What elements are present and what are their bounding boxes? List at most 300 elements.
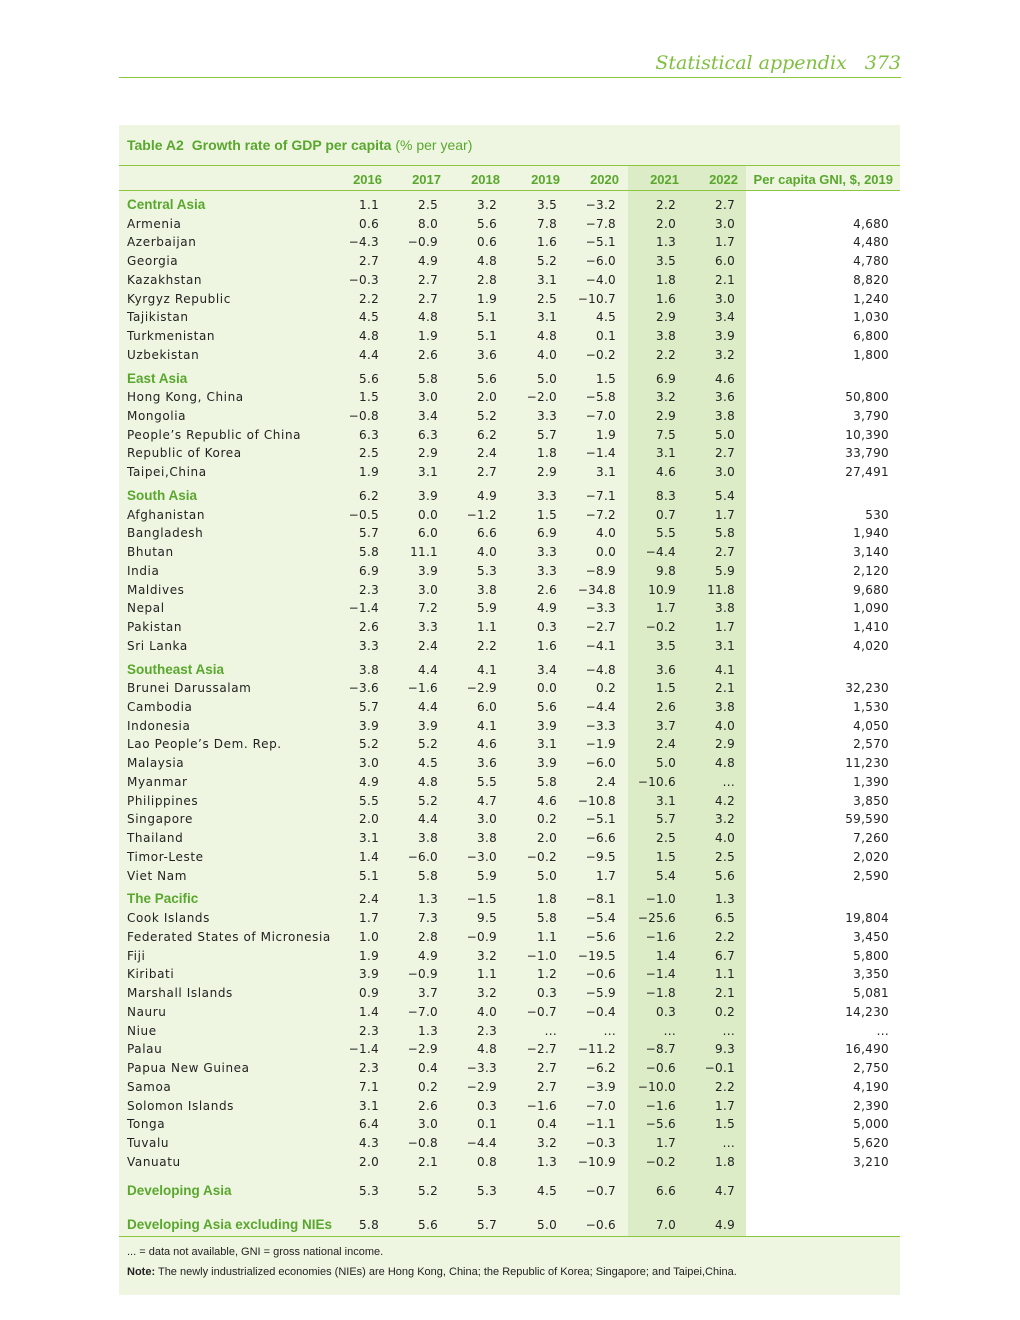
value-2019: 3.9 xyxy=(537,718,557,733)
value-2021: 9.8 xyxy=(656,563,676,578)
value-2022: ... xyxy=(722,774,735,789)
region-row xyxy=(119,890,900,908)
value-2021: 3.7 xyxy=(656,718,676,733)
value-2016: −0.8 xyxy=(348,408,379,423)
value-2017: 6.0 xyxy=(418,526,438,541)
economy-name: India xyxy=(127,563,160,578)
value-2022: 3.1 xyxy=(715,638,735,653)
economy-name: Tonga xyxy=(127,1117,166,1132)
value-2022: 4.9 xyxy=(715,1218,735,1233)
value-2016: 1.4 xyxy=(359,1004,379,1019)
table-row xyxy=(119,717,900,735)
value-2021: 7.5 xyxy=(656,427,676,442)
value-2022: 5.6 xyxy=(715,868,735,883)
value-2018: −2.9 xyxy=(466,681,497,696)
value-2022: 1.7 xyxy=(715,1098,735,1113)
value-2019: −0.2 xyxy=(526,849,557,864)
value-gni: 8,820 xyxy=(853,272,889,287)
value-2022: ... xyxy=(722,1136,735,1150)
economy-name: Cook Islands xyxy=(127,911,210,925)
value-2016: 6.9 xyxy=(359,563,379,578)
value-2022: 3.0 xyxy=(715,291,735,306)
value-2018: 4.1 xyxy=(477,718,497,733)
value-2021: −10.0 xyxy=(637,1079,676,1094)
economy-name: Brunei Darussalam xyxy=(127,681,252,696)
value-gni: 2,570 xyxy=(853,737,889,752)
value-2016: 4.8 xyxy=(359,329,379,344)
value-2016: 5.6 xyxy=(359,371,379,386)
value-2021: 2.6 xyxy=(656,699,676,714)
value-gni: 4,480 xyxy=(853,235,889,250)
value-gni: 3,450 xyxy=(853,929,889,944)
value-2020: −6.0 xyxy=(585,254,616,269)
value-2017: −1.6 xyxy=(407,681,438,696)
value-gni: 4,680 xyxy=(853,216,889,231)
value-2020: −0.6 xyxy=(585,1218,616,1233)
col-header-2022: 2022 xyxy=(709,172,738,187)
value-2022: 1.8 xyxy=(715,1154,735,1169)
value-2019: 3.1 xyxy=(537,310,557,325)
value-2016: 5.3 xyxy=(359,1183,379,1198)
value-2020: −0.6 xyxy=(585,967,616,982)
value-2018: 5.5 xyxy=(477,774,497,789)
value-2017: 3.0 xyxy=(418,582,438,597)
value-2022: 1.7 xyxy=(715,620,735,635)
rule-header xyxy=(119,190,900,191)
value-2021: 2.9 xyxy=(656,408,676,423)
value-2022: 5.0 xyxy=(715,427,735,442)
value-2016: 3.9 xyxy=(359,718,379,733)
value-2017: 2.6 xyxy=(418,347,438,362)
table-title-label: Table A2 xyxy=(127,137,184,153)
value-2021: 1.8 xyxy=(656,272,676,287)
value-2016: 3.8 xyxy=(359,662,379,677)
economy-name: Pakistan xyxy=(127,620,183,635)
value-2022: 1.7 xyxy=(715,507,735,522)
table-row xyxy=(119,524,900,542)
value-gni: 1,090 xyxy=(853,601,889,616)
value-2019: 0.4 xyxy=(537,1117,557,1132)
value-gni: 2,020 xyxy=(853,849,889,864)
value-2018: 3.2 xyxy=(477,948,497,963)
region-row xyxy=(119,661,900,679)
value-2022: 1.5 xyxy=(715,1117,735,1132)
value-2018: 2.0 xyxy=(477,390,497,405)
table-row xyxy=(119,308,900,326)
economy-name: Uzbekistan xyxy=(127,347,200,362)
value-2021: −1.0 xyxy=(645,892,676,907)
value-2019: 5.0 xyxy=(537,1218,557,1233)
table-row xyxy=(119,599,900,617)
value-2021: 3.2 xyxy=(656,390,676,405)
economy-name: Nepal xyxy=(127,601,165,616)
value-2021: −1.6 xyxy=(645,1098,676,1113)
economy-name: Federated States of Micronesia xyxy=(127,929,331,944)
economy-name: Thailand xyxy=(127,831,184,846)
value-2021: 1.7 xyxy=(656,1136,676,1150)
value-2022: 4.1 xyxy=(715,662,735,677)
value-2016: 5.2 xyxy=(359,737,379,752)
value-2022: 3.0 xyxy=(715,216,735,231)
value-2022: −0.1 xyxy=(704,1061,735,1075)
page-number: 373 xyxy=(864,52,901,74)
value-2021: 0.3 xyxy=(656,1004,676,1019)
value-2019: 3.3 xyxy=(537,408,557,423)
value-2017: 1.3 xyxy=(418,892,438,907)
value-2016: 5.5 xyxy=(359,793,379,808)
table-row xyxy=(119,810,900,828)
value-2018: −1.2 xyxy=(466,507,497,522)
value-2016: 2.0 xyxy=(359,812,379,827)
value-2021: 3.1 xyxy=(656,446,676,461)
value-gni xyxy=(769,890,889,908)
economy-name: People’s Republic of China xyxy=(127,427,302,442)
economy-name: Republic of Korea xyxy=(127,446,242,461)
value-2017: −7.0 xyxy=(407,1004,438,1019)
value-2021: 10.9 xyxy=(648,582,676,597)
value-2021: 3.6 xyxy=(656,662,676,677)
value-2021: 2.5 xyxy=(656,831,676,846)
value-2016: 0.9 xyxy=(359,986,379,1000)
value-2019: 3.1 xyxy=(537,272,557,287)
value-2022: 3.4 xyxy=(715,310,735,325)
value-2018: 2.2 xyxy=(477,638,497,653)
region-row xyxy=(119,1216,900,1234)
value-gni: 14,230 xyxy=(845,1004,889,1019)
value-2017: 4.5 xyxy=(418,756,438,771)
value-2016: 3.9 xyxy=(359,967,379,982)
value-2022: 2.1 xyxy=(715,986,735,1000)
value-2016: −4.3 xyxy=(348,235,379,250)
value-2019: 3.9 xyxy=(537,756,557,771)
value-2017: 5.2 xyxy=(418,793,438,808)
value-2017: 3.8 xyxy=(418,831,438,846)
value-2019: 3.3 xyxy=(537,563,557,578)
value-2019: 1.8 xyxy=(537,892,557,907)
value-2022: 0.2 xyxy=(715,1004,735,1019)
value-2021: −0.2 xyxy=(645,620,676,635)
region-name: Southeast Asia xyxy=(127,661,225,677)
value-2019: 2.0 xyxy=(537,831,557,846)
table-row xyxy=(119,562,900,580)
value-2017: 2.6 xyxy=(418,1098,438,1113)
economy-name: Viet Nam xyxy=(127,868,188,883)
value-2021: 3.8 xyxy=(656,329,676,344)
value-gni: 59,590 xyxy=(845,812,889,827)
value-gni: 2,390 xyxy=(853,1098,889,1113)
economy-name: Philippines xyxy=(127,793,199,808)
value-2020: −1.1 xyxy=(585,1117,616,1132)
value-2020: −6.0 xyxy=(585,756,616,771)
value-2021: 2.2 xyxy=(656,347,676,362)
region-name: Developing Asia excluding NIEs xyxy=(127,1217,333,1233)
footnote-abbrev: ... = data not available, GNI = gross national income. xyxy=(127,1246,384,1258)
value-2018: 0.1 xyxy=(477,1117,497,1132)
value-2016: 4.5 xyxy=(359,310,379,325)
value-2017: 5.6 xyxy=(418,1218,438,1233)
value-2016: 1.7 xyxy=(359,911,379,925)
col-header-2016: 2016 xyxy=(353,172,382,187)
value-2021: 2.2 xyxy=(656,198,676,212)
region-name: The Pacific xyxy=(127,891,199,907)
value-gni: 2,590 xyxy=(853,868,889,883)
value-2020: 1.5 xyxy=(596,371,616,386)
value-gni: 5,081 xyxy=(853,986,889,1000)
value-2021: −0.2 xyxy=(645,1154,676,1169)
value-2016: −3.6 xyxy=(348,681,379,696)
value-gni: 19,804 xyxy=(845,911,889,925)
value-2021: 2.4 xyxy=(656,737,676,752)
region-row xyxy=(119,1182,900,1200)
value-2021: 3.5 xyxy=(656,254,676,269)
value-gni: 10,390 xyxy=(845,427,889,442)
col-header-2020: 2020 xyxy=(590,172,619,187)
value-2020: −1.9 xyxy=(585,737,616,752)
footnote-note-text: The newly industrialized economies (NIEs) are Hong Kong, China; the Republic of Korea; Singapore; and Taipei,China. xyxy=(157,1266,737,1278)
value-2018: 0.6 xyxy=(477,235,497,250)
economy-name: Tajikistan xyxy=(127,310,189,325)
value-2019: 3.3 xyxy=(537,545,557,560)
value-2020: 4.5 xyxy=(596,310,616,325)
value-2022: 3.8 xyxy=(715,699,735,714)
value-2020: 3.1 xyxy=(596,465,616,480)
value-2018: 3.2 xyxy=(477,986,497,1000)
table-row xyxy=(119,965,900,983)
value-2016: −1.4 xyxy=(348,1042,379,1057)
value-2020: −2.7 xyxy=(585,620,616,635)
value-2018: 4.7 xyxy=(477,793,497,808)
value-2021: ... xyxy=(663,1023,676,1038)
value-2019: 2.9 xyxy=(537,465,557,480)
economy-name: Indonesia xyxy=(127,718,191,733)
value-2020: −7.0 xyxy=(585,408,616,423)
value-2022: 6.7 xyxy=(715,948,735,963)
value-2019: −0.7 xyxy=(526,1004,557,1019)
value-gni: 32,230 xyxy=(845,681,889,696)
value-2019: 3.3 xyxy=(537,488,557,503)
value-2018: 5.9 xyxy=(477,601,497,616)
value-2022: 11.8 xyxy=(707,582,735,597)
value-2021: −4.4 xyxy=(645,545,676,560)
value-gni: 1,240 xyxy=(853,291,889,306)
value-2017: 2.1 xyxy=(418,1154,438,1169)
value-2019: 0.3 xyxy=(537,986,557,1000)
value-2018: 5.3 xyxy=(477,563,497,578)
value-2019: −2.0 xyxy=(526,390,557,405)
table-row xyxy=(119,463,900,481)
value-2018: 3.8 xyxy=(477,831,497,846)
value-2019: 2.7 xyxy=(537,1061,557,1075)
value-gni: 2,120 xyxy=(853,563,889,578)
table-row xyxy=(119,581,900,599)
value-2021: 3.1 xyxy=(656,793,676,808)
value-2017: 2.7 xyxy=(418,272,438,287)
value-2018: 5.3 xyxy=(477,1183,497,1198)
value-2018: 4.6 xyxy=(477,737,497,752)
value-2018: 2.3 xyxy=(477,1023,497,1038)
value-2019: −1.0 xyxy=(526,948,557,963)
value-2017: 5.8 xyxy=(418,371,438,386)
value-2022: 5.4 xyxy=(715,488,735,503)
value-2016: 2.4 xyxy=(359,892,379,907)
value-gni: 4,050 xyxy=(853,718,889,733)
value-2022: 6.0 xyxy=(715,254,735,269)
value-2018: 2.8 xyxy=(477,272,497,287)
value-2018: 3.0 xyxy=(477,812,497,827)
table-title-unit: (% per year) xyxy=(395,137,473,153)
value-2020: −5.9 xyxy=(585,986,616,1000)
value-2021: −1.6 xyxy=(645,929,676,944)
table-row xyxy=(119,754,900,772)
table-row xyxy=(119,928,900,946)
economy-name: Papua New Guinea xyxy=(127,1061,250,1075)
value-2016: 2.2 xyxy=(359,291,379,306)
value-2020: −10.7 xyxy=(577,291,616,306)
value-2019: −2.7 xyxy=(526,1042,557,1057)
section-title: Statistical appendix xyxy=(655,52,847,74)
table-row xyxy=(119,909,900,927)
value-2016: −1.4 xyxy=(348,601,379,616)
value-2018: 5.6 xyxy=(477,371,497,386)
value-2018: 4.0 xyxy=(477,545,497,560)
table-row xyxy=(119,388,900,406)
economy-name: Tuvalu xyxy=(127,1136,170,1150)
table-row xyxy=(119,984,900,1002)
value-2020: −7.2 xyxy=(585,507,616,522)
value-2019: 5.0 xyxy=(537,371,557,386)
value-2017: 1.3 xyxy=(418,1023,438,1038)
value-2017: 3.1 xyxy=(418,465,438,480)
table-row xyxy=(119,698,900,716)
value-2017: 7.2 xyxy=(418,601,438,616)
value-2020: −0.2 xyxy=(585,347,616,362)
economy-name: Turkmenistan xyxy=(127,329,216,344)
value-2019: 1.5 xyxy=(537,507,557,522)
table-row xyxy=(119,618,900,636)
value-2016: −0.3 xyxy=(348,272,379,287)
table-row xyxy=(119,1097,900,1115)
value-2020: −4.0 xyxy=(585,272,616,287)
value-gni: 5,800 xyxy=(853,948,889,963)
table-row xyxy=(119,407,900,425)
economy-name: Bhutan xyxy=(127,545,174,560)
value-2020: −10.8 xyxy=(577,793,616,808)
value-2016: 1.9 xyxy=(359,948,379,963)
value-2016: 5.8 xyxy=(359,1218,379,1233)
value-2019: 5.2 xyxy=(537,254,557,269)
value-2019: 3.4 xyxy=(537,662,557,677)
table-row xyxy=(119,1115,900,1133)
value-2019: 1.6 xyxy=(537,638,557,653)
value-2016: 2.3 xyxy=(359,582,379,597)
value-2021: 5.5 xyxy=(656,526,676,541)
value-2017: 5.2 xyxy=(418,1183,438,1198)
value-2018: −0.9 xyxy=(466,929,497,944)
value-2020: −8.1 xyxy=(585,892,616,907)
value-2017: 3.4 xyxy=(418,408,438,423)
value-2017: 3.9 xyxy=(418,488,438,503)
value-2021: 1.3 xyxy=(656,235,676,250)
value-2021: −8.7 xyxy=(645,1042,676,1057)
value-2017: 2.5 xyxy=(418,198,438,212)
value-2020: ... xyxy=(603,1023,616,1038)
value-2016: 5.8 xyxy=(359,545,379,560)
value-gni xyxy=(769,661,889,679)
value-2018: 4.9 xyxy=(477,488,497,503)
value-gni: 9,680 xyxy=(853,582,889,597)
value-2017: 4.4 xyxy=(418,662,438,677)
table-row xyxy=(119,1134,900,1152)
value-2021: 1.6 xyxy=(656,291,676,306)
value-2019: 3.2 xyxy=(537,1136,557,1150)
value-gni: 3,350 xyxy=(853,967,889,982)
value-2016: 4.3 xyxy=(359,1136,379,1150)
value-2020: −0.7 xyxy=(585,1183,616,1198)
region-row xyxy=(119,370,900,388)
value-2020: −19.5 xyxy=(577,948,616,963)
economy-name: Timor-Leste xyxy=(127,849,204,864)
value-gni: 33,790 xyxy=(845,446,889,461)
value-2016: 1.0 xyxy=(359,929,379,944)
col-header-2018: 2018 xyxy=(471,172,500,187)
region-row xyxy=(119,196,900,214)
value-2017: 2.4 xyxy=(418,638,438,653)
value-2017: 3.9 xyxy=(418,718,438,733)
value-2022: 4.8 xyxy=(715,756,735,771)
value-2016: 5.7 xyxy=(359,699,379,714)
value-2017: 6.3 xyxy=(418,427,438,442)
value-2022: 3.8 xyxy=(715,601,735,616)
table-row xyxy=(119,290,900,308)
value-2016: 3.0 xyxy=(359,756,379,771)
value-2020: −3.9 xyxy=(585,1079,616,1094)
value-gni: ... xyxy=(876,1023,889,1038)
value-2017: 0.0 xyxy=(418,507,438,522)
table-row xyxy=(119,1078,900,1096)
economy-name: Maldives xyxy=(127,582,185,597)
value-2016: 1.4 xyxy=(359,849,379,864)
value-2018: 4.8 xyxy=(477,1042,497,1057)
value-2019: 4.9 xyxy=(537,601,557,616)
value-2019: 0.2 xyxy=(537,812,557,827)
value-2021: 1.4 xyxy=(656,948,676,963)
value-2020: −5.1 xyxy=(585,235,616,250)
value-2017: 4.9 xyxy=(418,254,438,269)
value-2017: 5.8 xyxy=(418,868,438,883)
value-2022: 3.2 xyxy=(715,347,735,362)
value-2021: 7.0 xyxy=(656,1218,676,1233)
value-2017: −0.9 xyxy=(407,235,438,250)
value-2020: −5.4 xyxy=(585,911,616,925)
value-2022: 4.6 xyxy=(715,371,735,386)
value-2016: 3.3 xyxy=(359,638,379,653)
value-gni: 5,620 xyxy=(853,1136,889,1150)
value-2018: 9.5 xyxy=(477,911,497,925)
value-2017: 1.9 xyxy=(418,329,438,344)
table-row xyxy=(119,271,900,289)
value-2017: −6.0 xyxy=(407,849,438,864)
economy-name: Myanmar xyxy=(127,774,188,789)
value-2016: 1.9 xyxy=(359,465,379,480)
value-2019: 5.0 xyxy=(537,868,557,883)
value-2019: 5.7 xyxy=(537,427,557,442)
value-2019: 5.6 xyxy=(537,699,557,714)
value-2018: 1.1 xyxy=(477,967,497,982)
value-2019: 5.8 xyxy=(537,774,557,789)
value-2019: 2.6 xyxy=(537,582,557,597)
value-2020: 0.2 xyxy=(596,681,616,696)
value-2020: −8.9 xyxy=(585,563,616,578)
